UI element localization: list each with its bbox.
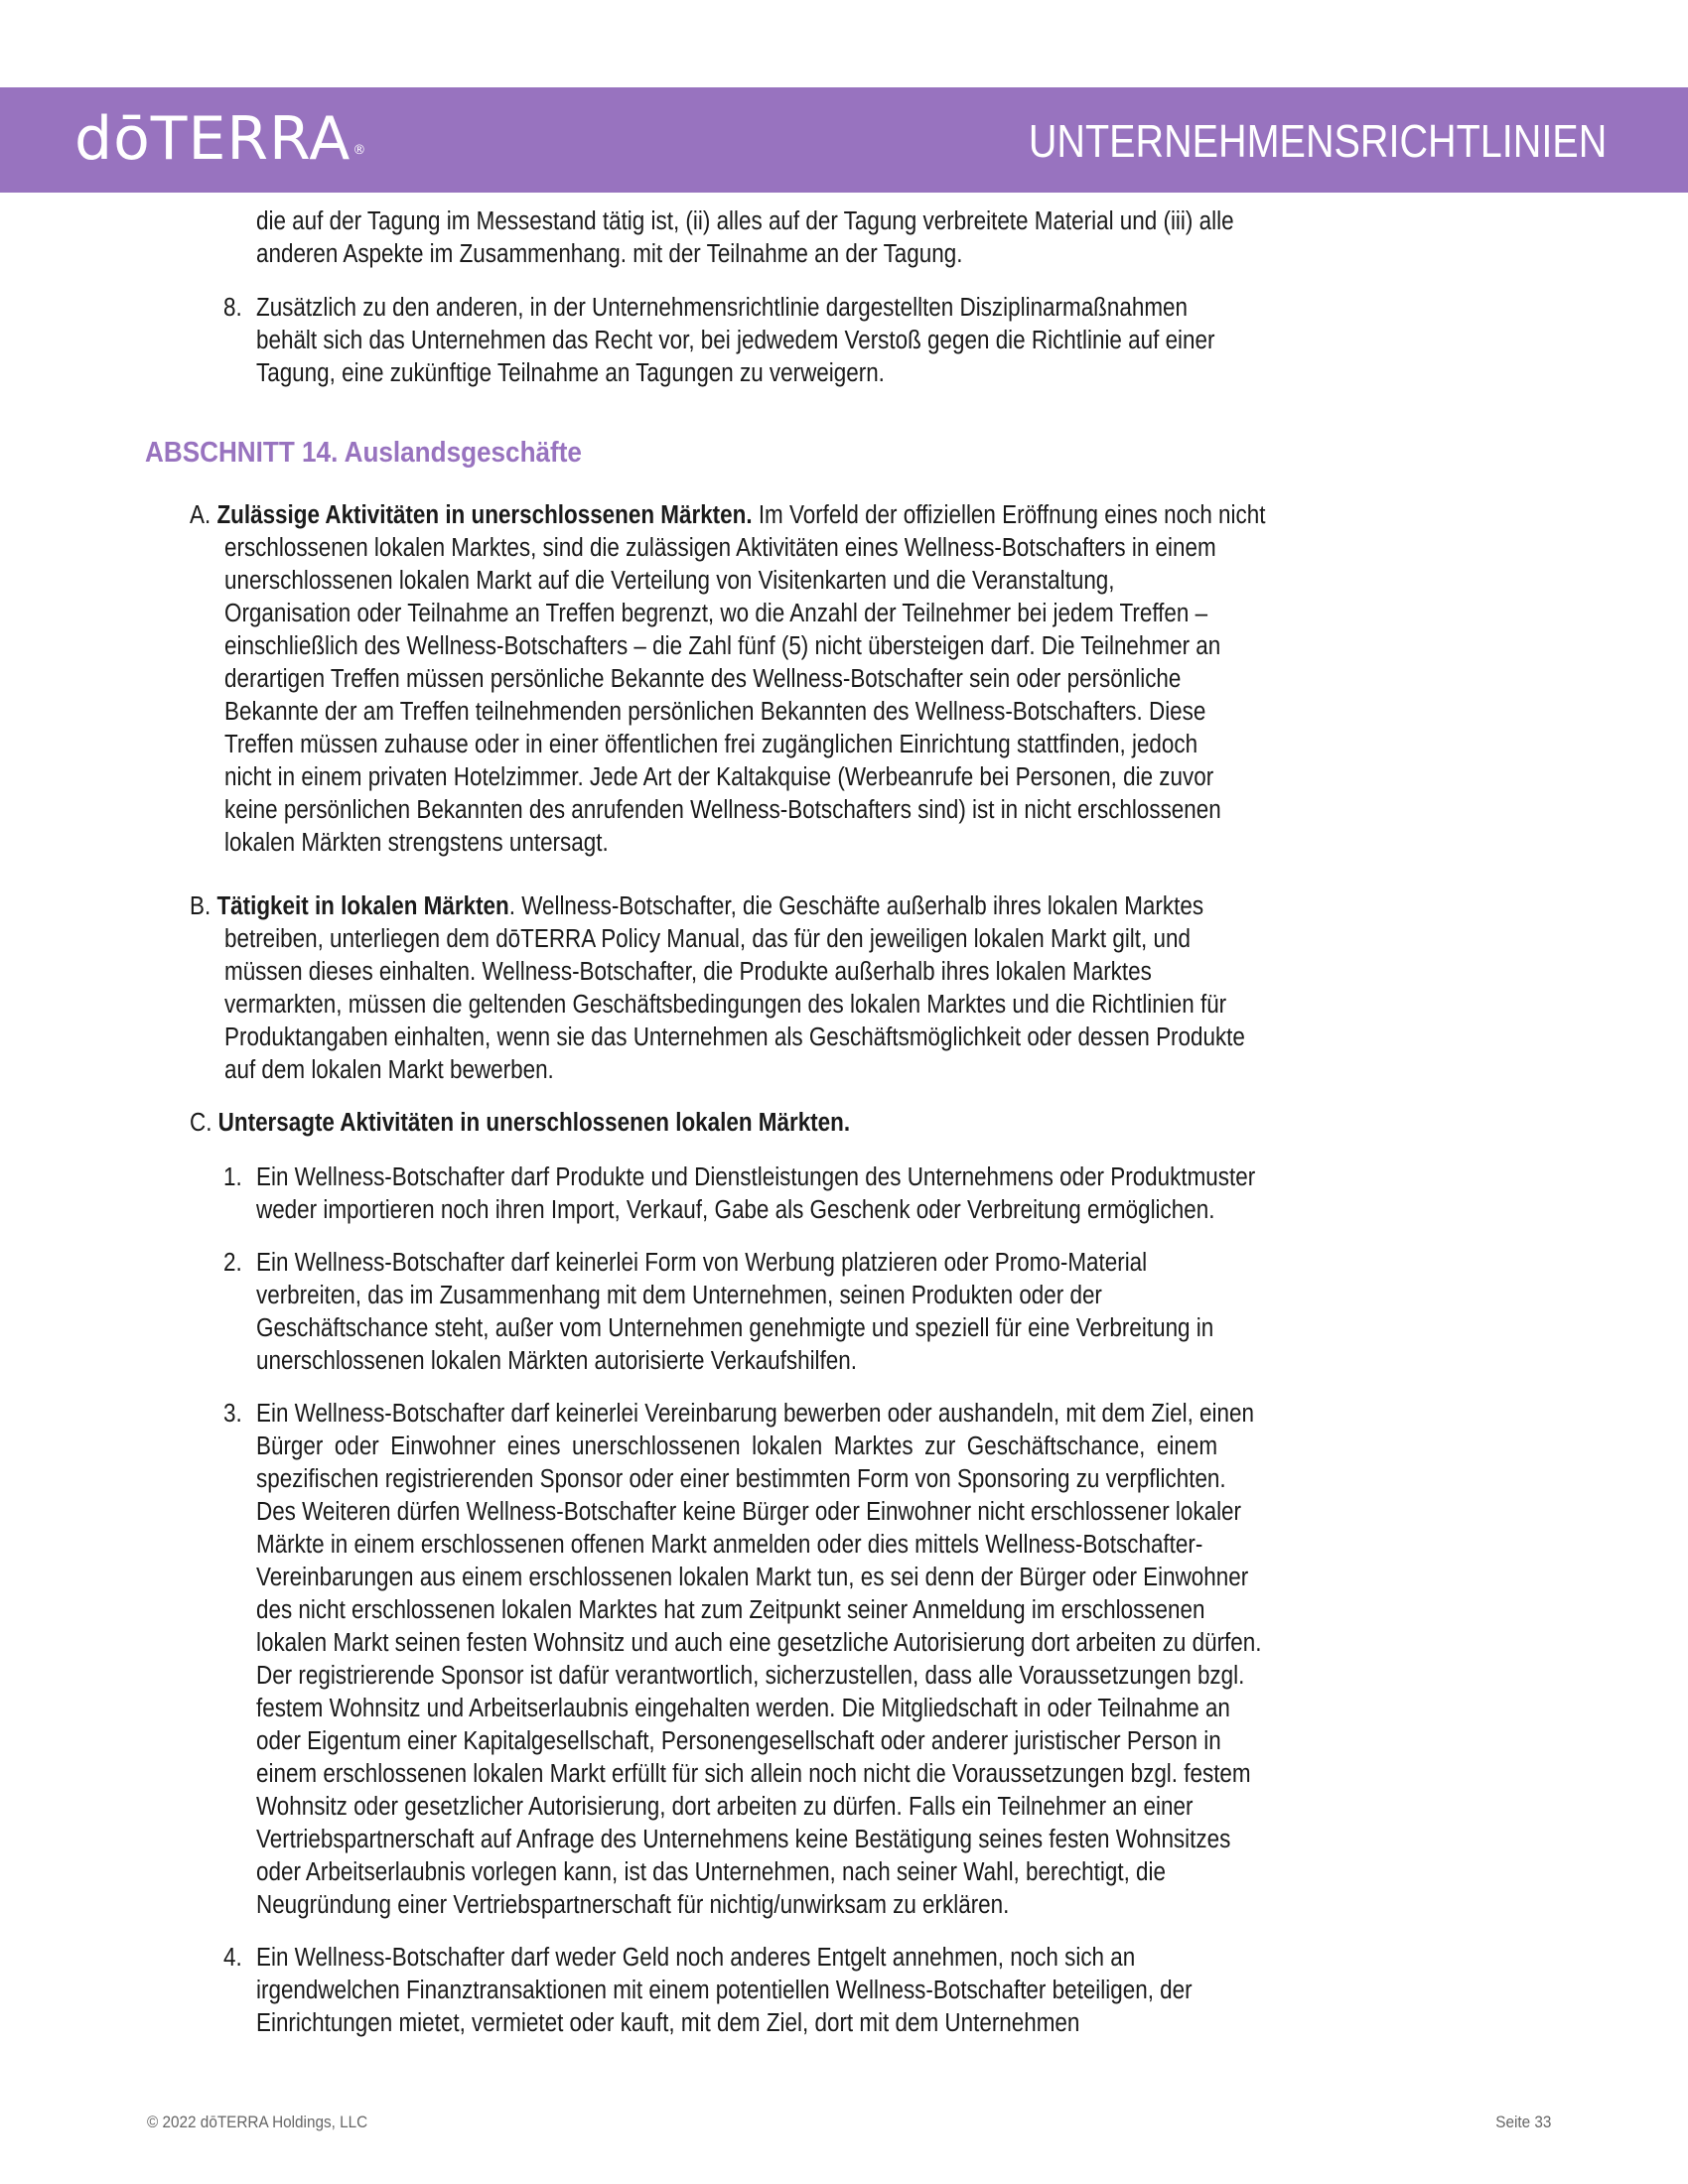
paragraph-line: anderen Aspekte im Zusammenhang. mit der Teilnahme an der Tagung. — [256, 240, 963, 268]
paragraph-line: Neugründung einer Vertriebspartnerschaft für nichtig/unwirksam zu erklären. — [256, 1891, 1010, 1919]
paragraph-line: einem erschlossenen lokalen Markt erfüllt für sich allein noch nicht die Voraussetzungen bzgl. festem — [256, 1760, 1251, 1788]
paragraph-line: müssen dieses einhalten. Wellness-Botschafter, die Produkte außerhalb ihres lokalen Marktes — [224, 958, 1152, 986]
paragraph-line: Der registrierende Sponsor ist dafür verantwortlich, sicherzustellen, dass alle Voraussetzungen bzgl. — [256, 1662, 1245, 1690]
list-marker: 1. — [223, 1163, 242, 1191]
list-marker: A. — [190, 501, 211, 529]
registered-mark: ® — [352, 143, 367, 158]
list-marker: 2. — [223, 1249, 242, 1277]
paragraph-line: unerschlossenen lokalen Markt auf die Verteilung von Visitenkarten und die Veranstaltung, — [224, 567, 1115, 595]
paragraph-line: Vertriebspartnerschaft auf Anfrage des Unternehmens keine Bestätigung seines festen Wohnsitzes — [256, 1826, 1231, 1853]
paragraph-line: Bürger oder Einwohner eines unerschlossenen lokalen Marktes zur Geschäftschance, einem — [256, 1433, 1218, 1460]
paragraph-line: irgendwelchen Finanztransaktionen mit einem potentiellen Wellness-Botschafter beteiligen, der — [256, 1977, 1193, 2004]
paragraph-text: Im Vorfeld der offiziellen Eröffnung eines noch nicht — [752, 501, 1266, 529]
paragraph-line: weder importieren noch ihren Import, Verkauf, Gabe als Geschenk oder Verbreitung ermöglichen. — [256, 1196, 1215, 1224]
section-c-first-line — [190, 1107, 850, 1140]
paragraph-line: Ein Wellness-Botschafter darf keinerlei Vereinbarung bewerben oder aushandeln, mit dem Ziel, einen — [256, 1400, 1254, 1428]
paragraph-line: einschließlich des Wellness-Botschafters – die Zahl fünf (5) nicht übersteigen darf. Die Teilnehmer an — [224, 632, 1221, 660]
paragraph-line: oder Arbeitserlaubnis vorlegen kann, ist das Unternehmen, nach seiner Wahl, berechtigt, die — [256, 1858, 1166, 1886]
doterra-logo — [74, 103, 366, 175]
paragraph-line: Wohnsitz oder gesetzlicher Autorisierung, dort arbeiten zu dürfen. Falls ein Teilnehmer an einer — [256, 1793, 1194, 1821]
paragraph-line: nicht in einem privaten Hotelzimmer. Jede Art der Kaltakquise (Werbeanrufe bei Personen, die zuvor — [224, 763, 1214, 791]
paragraph-line: Ein Wellness-Botschafter darf Produkte und Dienstleistungen des Unternehmens oder Produktmuster — [256, 1163, 1256, 1191]
logo-text: dōTERRA — [74, 104, 352, 174]
paragraph-line: die auf der Tagung im Messestand tätig ist, (ii) alles auf der Tagung verbreitete Material und (iii) alle — [256, 207, 1234, 235]
paragraph-line: verbreiten, das im Zusammenhang mit dem Unternehmen, seinen Produkten oder der — [256, 1282, 1102, 1309]
paragraph-line: lokalen Markt seinen festen Wohnsitz und auch eine gesetzliche Autorisierung dort arbeiten zu dürfen. — [256, 1629, 1262, 1657]
list-marker: 3. — [223, 1400, 242, 1428]
paragraph-line: unerschlossenen lokalen Märkten autorisierte Verkaufshilfen. — [256, 1347, 857, 1375]
document-title: UNTERNEHMENSRICHTLINIEN — [1028, 115, 1607, 167]
paragraph-line: Zusätzlich zu den anderen, in der Unternehmensrichtlinie dargestellten Disziplinarmaßnahmen — [256, 294, 1188, 322]
paragraph-line: behält sich das Unternehmen das Recht vor, bei jedwedem Verstoß gegen die Richtlinie auf einer — [256, 327, 1215, 354]
section-b-title: Tätigkeit in lokalen Märkten — [216, 892, 509, 920]
paragraph-line: festem Wohnsitz und Arbeitserlaubnis eingehalten werden. Die Mitgliedschaft in oder Teilnahme an — [256, 1695, 1230, 1722]
paragraph-line: Vereinbarungen aus einem erschlossenen lokalen Markt tun, es sei denn der Bürger oder Einwohner — [256, 1564, 1249, 1591]
section-a-first-line — [190, 499, 1265, 532]
paragraph-text: . Wellness-Botschafter, die Geschäfte außerhalb ihres lokalen Marktes — [508, 892, 1204, 920]
paragraph-line: betreiben, unterliegen dem dōTERRA Policy Manual, das für den jeweiligen lokalen Markt gilt, und — [224, 925, 1191, 953]
paragraph-line: Produktangaben einhalten, wenn sie das Unternehmen als Geschäftsmöglichkeit oder dessen Produkte — [224, 1024, 1245, 1051]
paragraph-line: Einrichtungen mietet, vermietet oder kauft, mit dem Ziel, dort mit dem Unternehmen — [256, 2009, 1080, 2037]
list-marker: 4. — [223, 1944, 242, 1972]
footer-page-number: Seite 33 — [1494, 2113, 1551, 2131]
footer-copyright: © 2022 dōTERRA Holdings, LLC — [147, 2113, 368, 2131]
paragraph-line: Ein Wellness-Botschafter darf keinerlei Form von Werbung platzieren oder Promo-Material — [256, 1249, 1148, 1277]
list-marker: B. — [190, 892, 211, 920]
paragraph-line: Bekannte der am Treffen teilnehmenden persönlichen Bekannten des Wellness-Botschafters. Diese — [224, 698, 1206, 726]
paragraph-line: des nicht erschlossenen lokalen Marktes hat zum Zeitpunkt seiner Anmeldung im erschlossenen — [256, 1596, 1205, 1624]
paragraph-line: lokalen Märkten strengstens untersagt. — [224, 829, 609, 857]
paragraph-line: Treffen müssen zuhause oder in einer öffentlichen frei zugänglichen Einrichtung stattfinden, jedoch — [224, 731, 1198, 758]
list-marker: 8. — [223, 294, 242, 322]
section-a-title: Zulässige Aktivitäten in unerschlossenen Märkten. — [216, 501, 753, 529]
paragraph-line: auf dem lokalen Markt bewerben. — [224, 1056, 554, 1084]
paragraph-line: derartigen Treffen müssen persönliche Bekannte des Wellness-Botschafter sein oder persönliche — [224, 665, 1182, 693]
paragraph-line: erschlossenen lokalen Marktes, sind die zulässigen Aktivitäten eines Wellness-Botschafters in einem — [224, 534, 1216, 562]
paragraph-line: keine persönlichen Bekannten des anrufenden Wellness-Botschafters sind) ist in nicht erschlossenen — [224, 796, 1221, 824]
paragraph-line: vermarkten, müssen die geltenden Geschäftsbedingungen des lokalen Marktes und die Richtlinien für — [224, 991, 1227, 1019]
paragraph-line: Tagung, eine zukünftige Teilnahme an Tagungen zu verweigern. — [256, 359, 885, 387]
list-marker: C. — [190, 1109, 212, 1137]
paragraph-line: oder Eigentum einer Kapitalgesellschaft, Personengesellschaft oder anderer juristischer Person in — [256, 1727, 1221, 1755]
paragraph-line: Des Weiteren dürfen Wellness-Botschafter keine Bürger oder Einwohner nicht erschlossener lokaler — [256, 1498, 1242, 1526]
paragraph-line: spezifischen registrierenden Sponsor oder einer bestimmten Form von Sponsoring zu verpflichten. — [256, 1465, 1226, 1493]
section-heading: ABSCHNITT 14. Auslandsgeschäfte — [145, 437, 582, 469]
paragraph-line: Märkte in einem erschlossenen offenen Markt anmelden oder dies mittels Wellness-Botschafter- — [256, 1531, 1203, 1559]
section-c-title: Untersagte Aktivitäten in unerschlossenen lokalen Märkten. — [217, 1109, 851, 1137]
paragraph-line: Geschäftschance steht, außer vom Unternehmen genehmigte und speziell für eine Verbreitung in — [256, 1314, 1214, 1342]
paragraph-line: Ein Wellness-Botschafter darf weder Geld noch anderes Entgelt annehmen, noch sich an — [256, 1944, 1136, 1972]
section-b-first-line — [190, 890, 1203, 923]
paragraph-line: Organisation oder Teilnahme an Treffen begrenzt, wo die Anzahl der Teilnehmer bei jedem Treffen – — [224, 600, 1208, 627]
